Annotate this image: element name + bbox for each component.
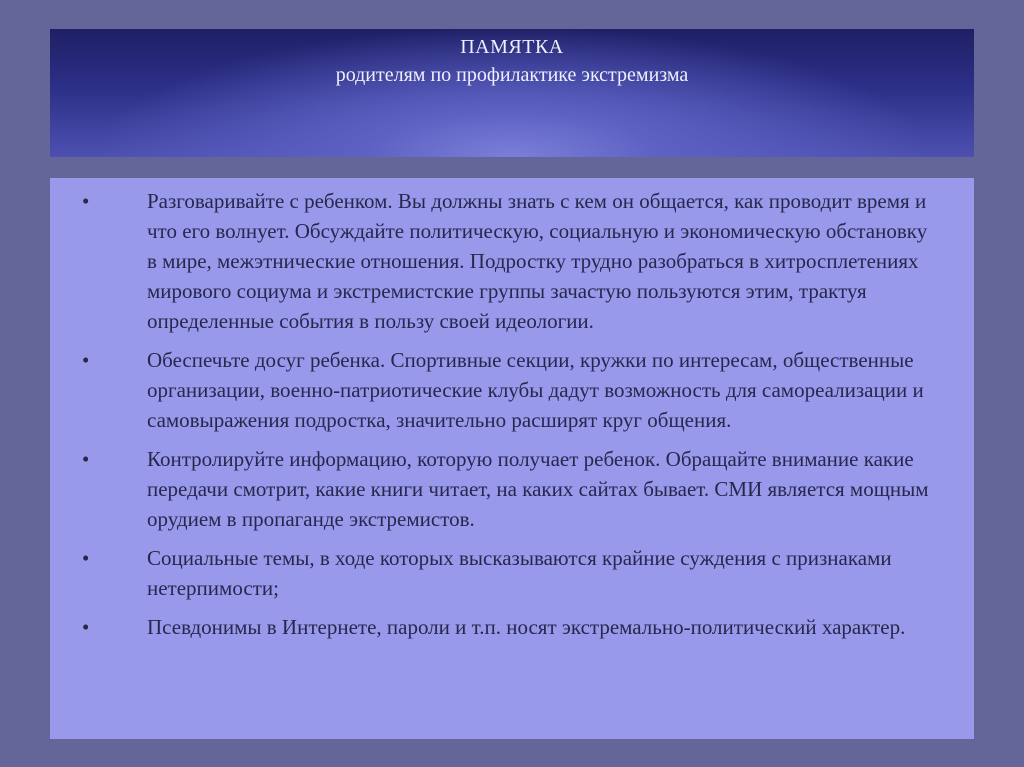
bullet-icon: • [82,348,90,372]
page-title: ПАМЯТКА [460,36,564,58]
list-item [76,612,934,642]
list-item [76,444,934,534]
list-item [76,345,934,435]
bullet-icon: • [82,546,90,570]
list-item-text: Контролируйте информацию, которую получает ребенок. Обращайте внимание какие передачи смотрит, какие книги читает, на каких сайтах бывает. СМИ является мощным орудием в пропаганде экстремистов. [147,447,929,531]
bullet-icon: • [82,189,90,213]
list-item [76,186,934,336]
list-item-text: Псевдонимы в Интернете, пароли и т.п. носят экстремально-политический характер. [147,615,906,639]
list-item-text: Социальные темы, в ходе которых высказываются крайние суждения с признаками нетерпимости; [147,546,892,600]
bullet-icon: • [82,615,90,639]
list-item-text: Обеспечьте досуг ребенка. Спортивные секции, кружки по интересам, общественные организации, военно-патриотические клубы дадут возможность для самореализации и самовыражения подростка, значительно расширят круг общения. [147,348,924,432]
bullet-list [76,186,934,642]
bullet-icon: • [82,447,90,471]
header-panel [50,29,974,157]
content-panel [50,178,974,739]
page-subtitle: родителям по профилактике экстремизма [335,64,689,86]
list-item [76,543,934,603]
list-item-text: Разговаривайте с ребенком. Вы должны знать с кем он общается, как проводит время и что его волнует. Обсуждайте политическую, социальную и экономическую обстановку в мире, межэтнические отношения. Подростку трудно разобраться в хитросплетениях мирового социума и экстремистские группы зачастую пользуются этим, трактуя определенные события в пользу своей идеологии. [147,189,928,333]
